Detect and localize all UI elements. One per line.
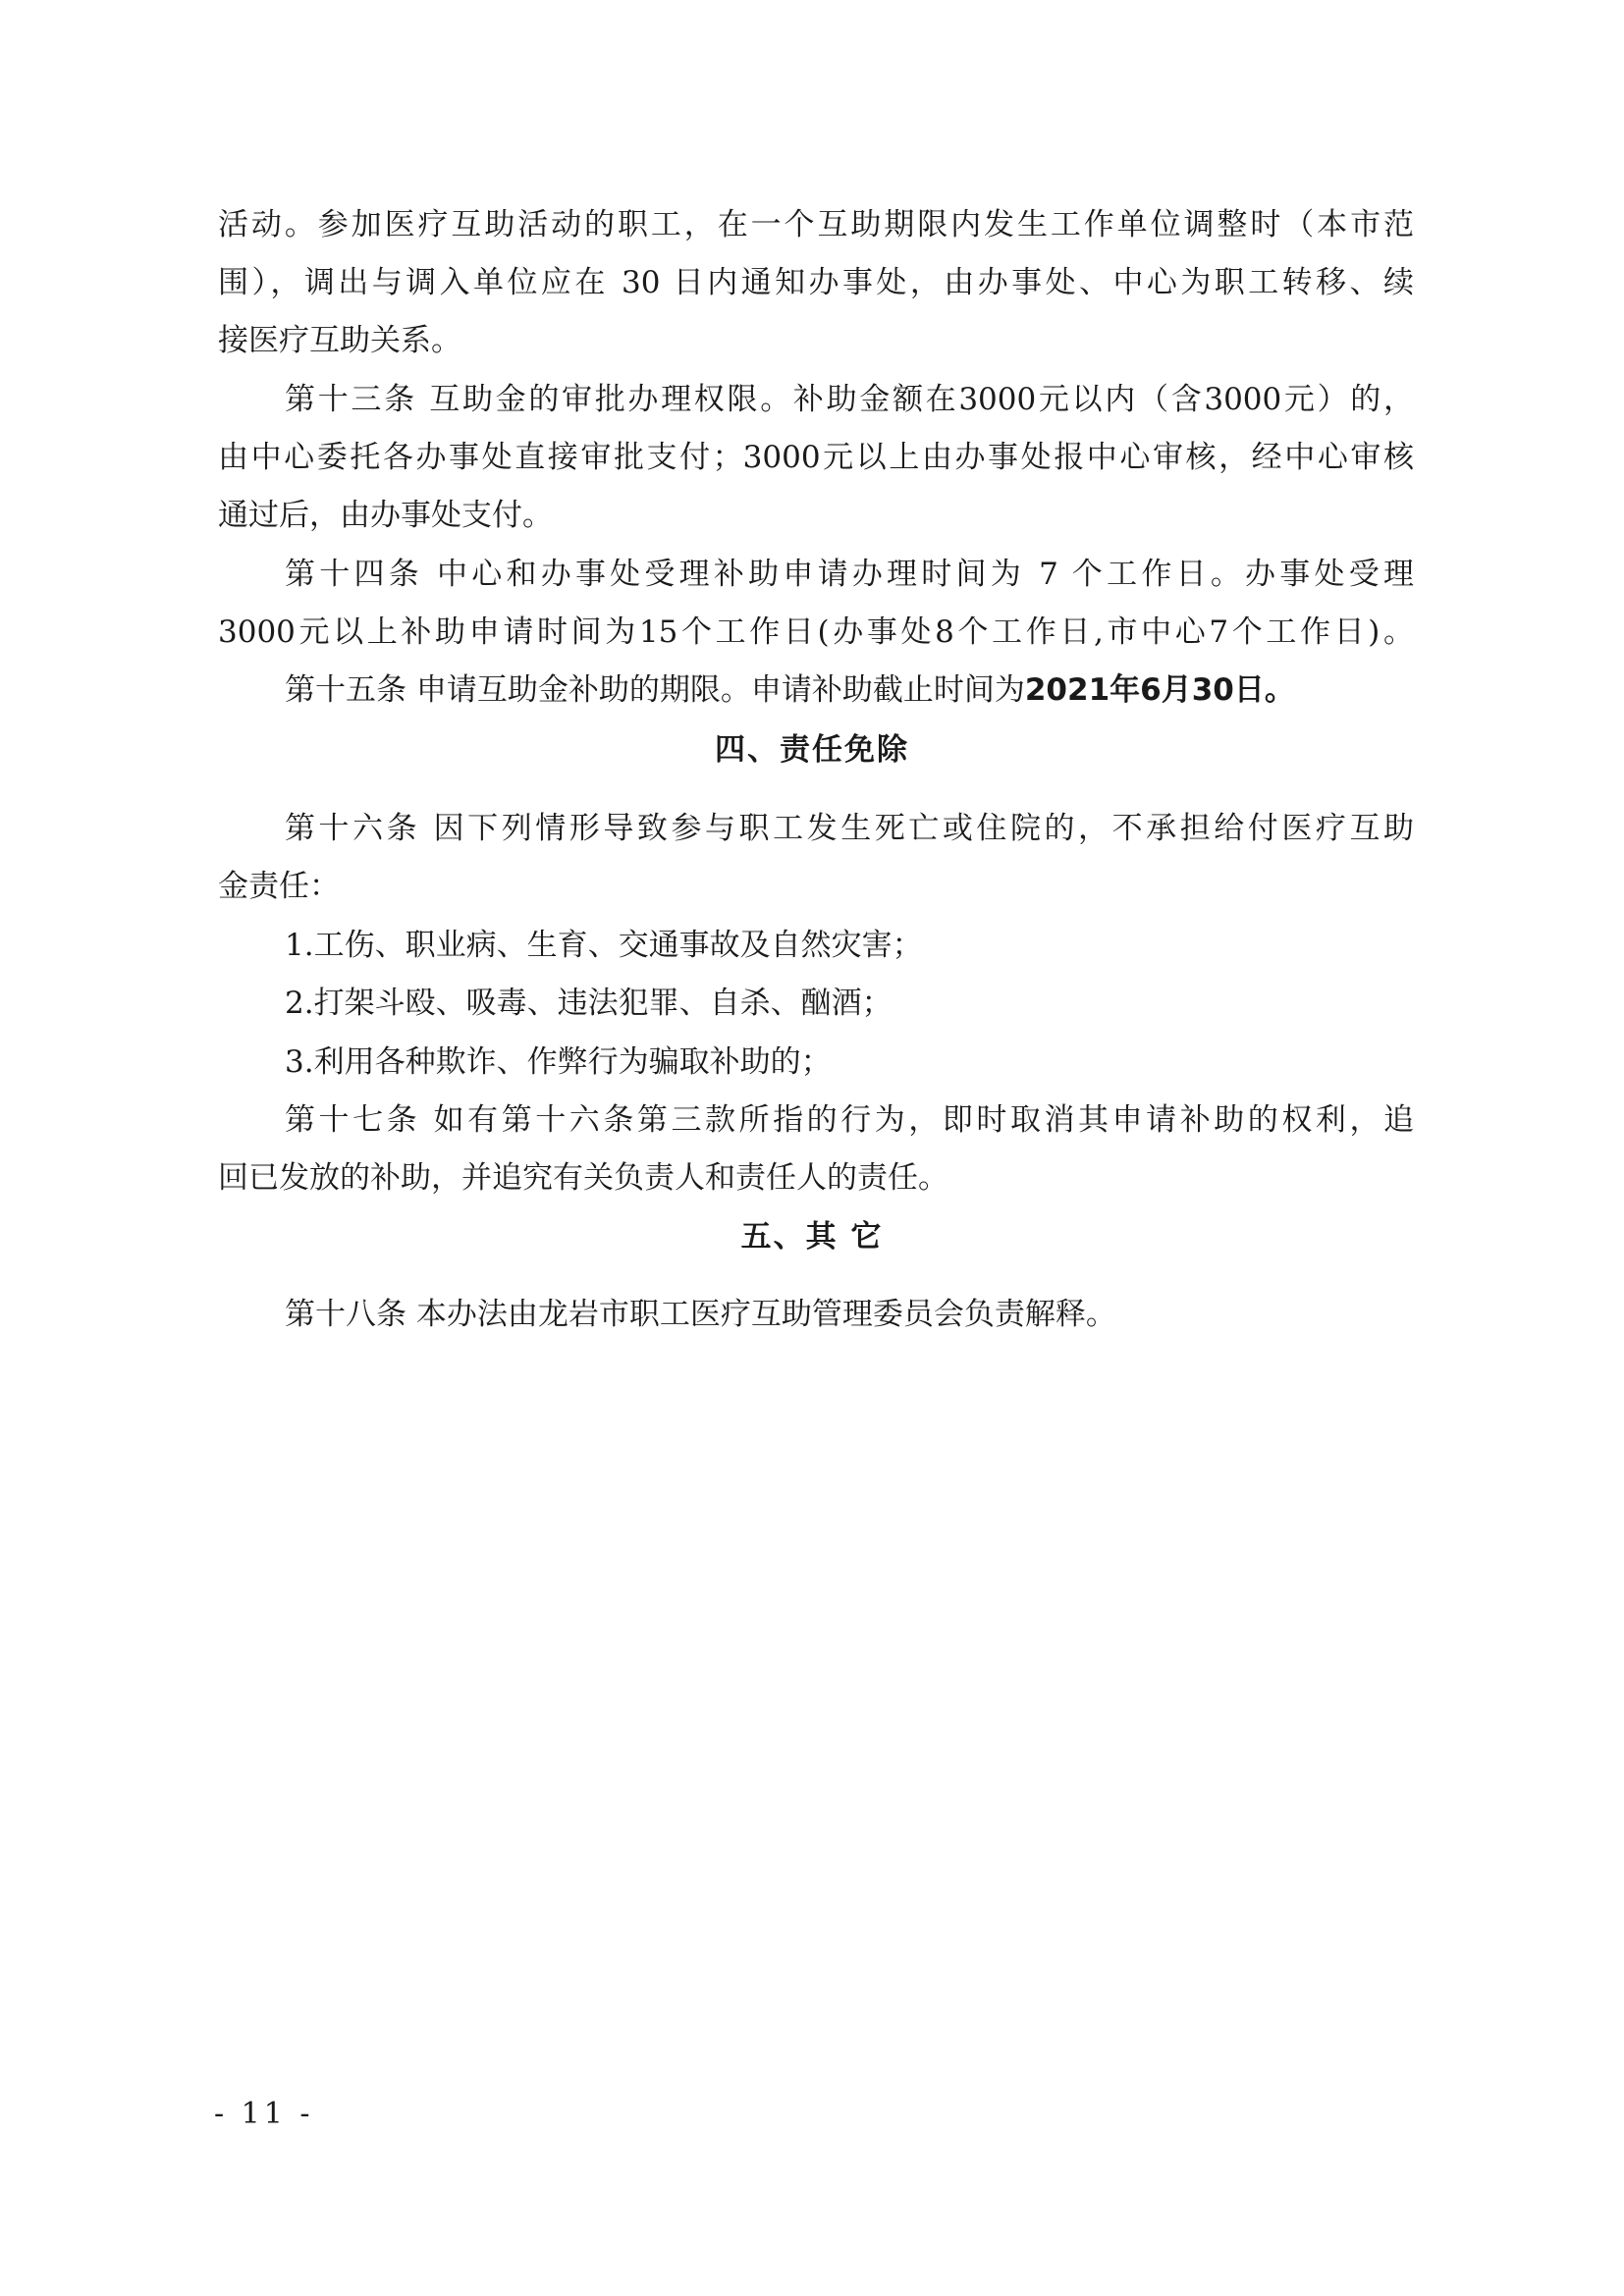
section-5-heading: 五、其 它 (740, 1219, 884, 1255)
article-15-line (285, 670, 1414, 710)
article-16-item-2: 2.打架斗殴、吸毒、违法犯罪、自杀、酗酒； (285, 986, 893, 1021)
article-13-line-3: 通过后，由办事处支付。 (218, 498, 553, 533)
para-cont-line-2: 围），调出与调入单位应在 30 日内通知办事处，由办事处、中心为职工转移、续 (218, 265, 1414, 300)
article-13-line-1: 第十三条 互助金的审批办理权限。补助金额在3000元以内（含3000元）的， (285, 382, 1414, 417)
para-cont-line-1: 活动。参加医疗互助活动的职工，在一个互助期限内发生工作单位调整时（本市范 (218, 207, 1414, 242)
article-14-line-1: 第十四条 中心和办事处受理补助申请办理时间为 7 个工作日。办事处受理 (285, 557, 1414, 592)
article-18-line-1: 第十八条 本办法由龙岩市职工医疗互助管理委员会负责解释。 (285, 1297, 1116, 1332)
article-16-line-2: 金责任： (218, 869, 340, 904)
article-14-line-2: 3000元以上补助申请时间为15个工作日(办事处8个工作日,市中心7个工作日)。 (218, 614, 1414, 650)
section-4-heading: 四、责任免除 (715, 732, 909, 768)
article-16-item-3: 3.利用各种欺诈、作弊行为骗取补助的； (285, 1044, 832, 1080)
article-15-text: 第十五条 申请互助金补助的期限。申请补助截止时间为 (285, 672, 1025, 708)
article-17-line-1: 第十七条 如有第十六条第三款所指的行为，即时取消其申请补助的权利，追 (285, 1102, 1414, 1138)
para-cont-line-3: 接医疗互助关系。 (218, 323, 461, 358)
article-16-item-1: 1.工伤、职业病、生育、交通事故及自然灾害； (285, 928, 923, 963)
article-16-line-1: 第十六条 因下列情形导致参与职工发生死亡或住院的，不承担给付医疗互助 (285, 811, 1414, 846)
article-15-deadline-date: 2021年6月30日。 (1024, 672, 1295, 708)
page-number: - 11 - (214, 2097, 314, 2131)
article-17-line-2: 回已发放的补助，并追究有关负责人和责任人的责任。 (218, 1160, 948, 1196)
article-13-line-2: 由中心委托各办事处直接审批支付；3000元以上由办事处报中心审核，经中心审核 (218, 440, 1414, 475)
